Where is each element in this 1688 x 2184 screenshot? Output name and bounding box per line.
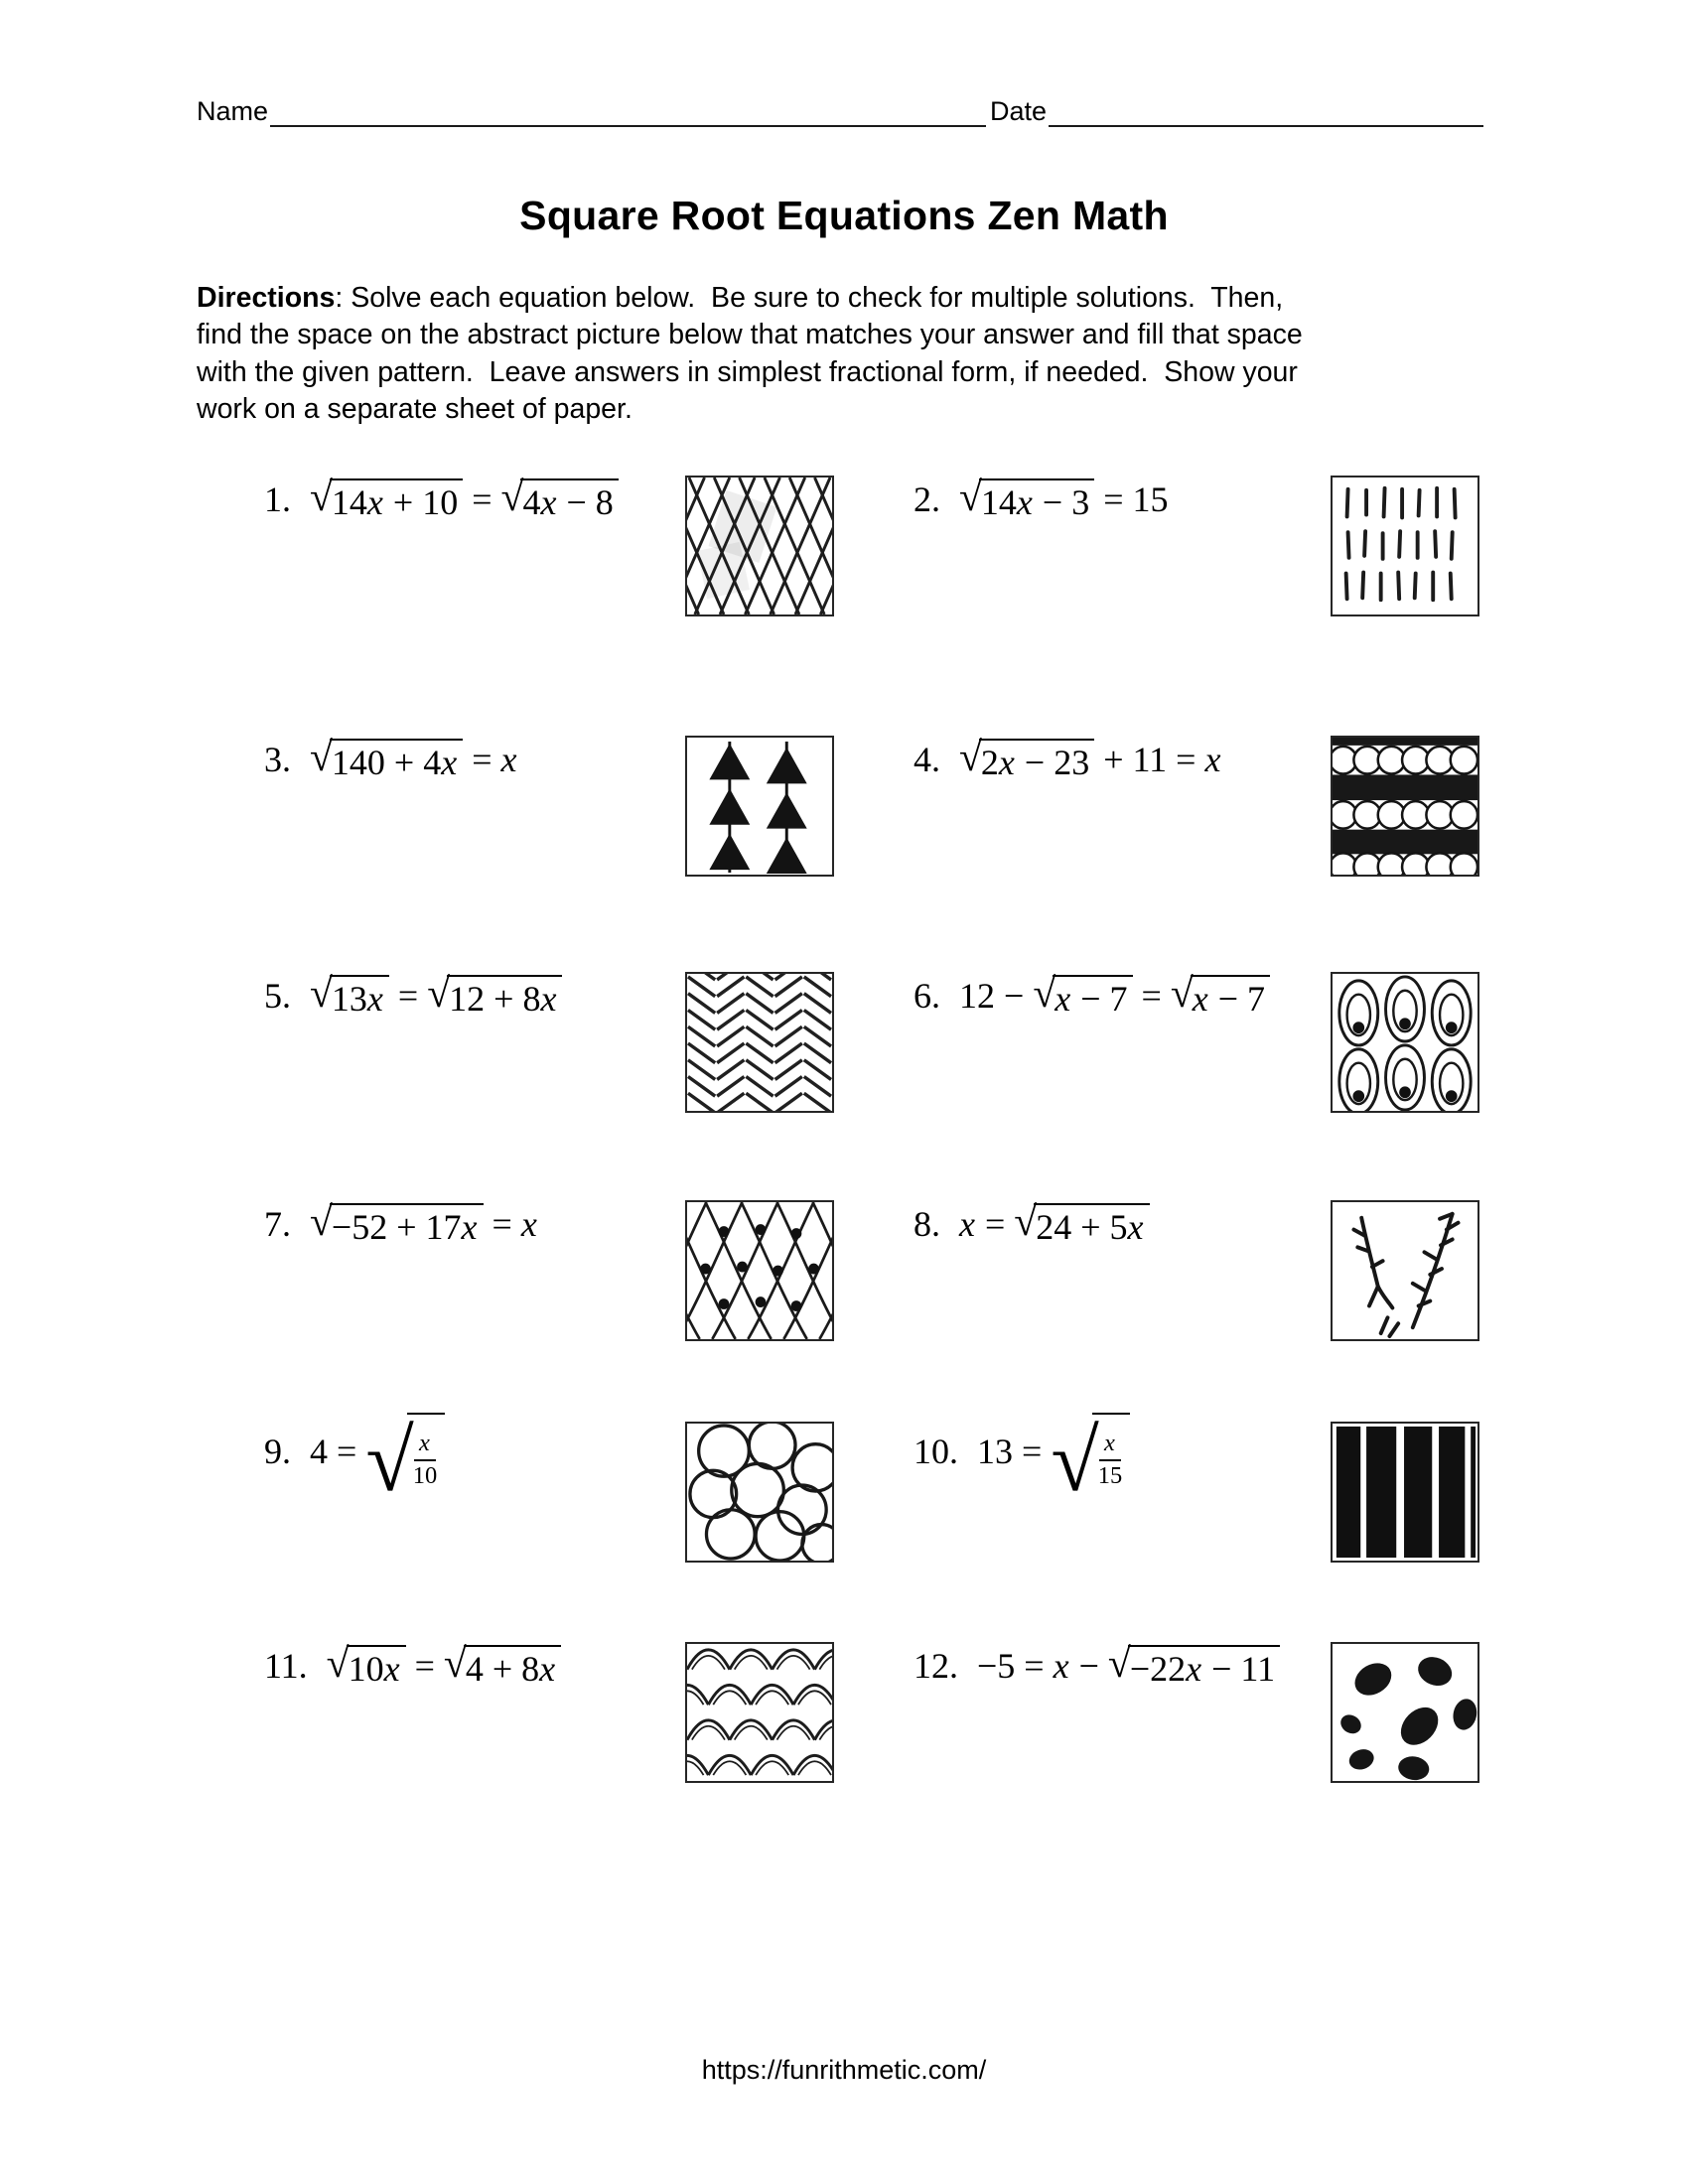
problem-row-4 (199, 1189, 1489, 1411)
problem-6-pattern-box (1331, 972, 1479, 1113)
directions-line-3: with the given pattern. Leave answers in simplest fractional form, if needed. Show your (197, 355, 1298, 388)
directions-line-2: find the space on the abstract picture below that matches your answer and fill that space (197, 319, 1303, 351)
problem-number: 5. (264, 976, 291, 1017)
problem-row-5 (199, 1411, 1489, 1631)
problem-12-pattern-box (1331, 1642, 1479, 1783)
header-row (197, 95, 1483, 127)
name-label: Name (197, 96, 269, 127)
problem-6-equation: 6. 12 − √ x − 7 = √ x − 7 (914, 975, 1331, 1019)
pattern-overlapping-circles-icon (687, 1424, 832, 1561)
problem-7-equation: 7. √ −52 + 17x = x (264, 1199, 537, 1247)
problem-9-equation: 9. 4 = √ $\frac{x}{10}$ (264, 1413, 685, 1491)
square-root: √ −52 + 17x (310, 1203, 484, 1247)
page-title: Square Root Equations Zen Math (519, 193, 1169, 238)
problem-row-2 (199, 725, 1489, 961)
name-blank-line (270, 95, 986, 127)
date-label: Date (989, 96, 1047, 127)
pattern-triangle-trees-icon (687, 738, 832, 875)
problem-2-equation: 2. √ 14x − 3 = 15 (914, 475, 1169, 522)
pattern-circle-bead-bands-icon (1333, 738, 1477, 875)
problem-5-pattern-box (685, 972, 834, 1113)
pattern-vertical-dashes-icon (1333, 478, 1477, 614)
directions (197, 280, 1527, 428)
footer-url: https://funrithmetic.com/ (701, 2055, 987, 2085)
square-root: √ 13x (310, 975, 389, 1019)
pattern-peacock-eyes-icon (1333, 974, 1477, 1111)
problem-number: 7. (264, 1204, 291, 1245)
problem-number: 9. (264, 1431, 291, 1471)
problem-number: 1. (264, 479, 291, 520)
square-root: √ 24 + 5x (1014, 1203, 1149, 1247)
problem-3-pattern-box (685, 736, 834, 877)
date-blank-line (1049, 95, 1483, 127)
problem-9-pattern-box (685, 1422, 834, 1563)
square-root: √ −22x − 11 (1108, 1645, 1280, 1689)
problems-list (199, 465, 1489, 1835)
problem-8-pattern-box (1331, 1200, 1479, 1341)
directions-line-1: Directions: Solve each equation below. Be sure to check for multiple solutions. Then, (197, 282, 1284, 314)
problem-number: 8. (914, 1204, 940, 1245)
square-root: √ 14x − 3 (959, 478, 1094, 522)
square-root-fraction: √ $\frac{x}{10}$ (365, 1413, 445, 1491)
square-root: √ 4x − 8 (501, 478, 619, 522)
problem-number: 2. (914, 479, 940, 520)
problem-10-equation: 10. 13 = √ $\frac{x}{15}$ (914, 1413, 1331, 1491)
problem-number: 10. (914, 1431, 958, 1471)
problem-row-3 (199, 961, 1489, 1189)
directions-label: Directions (197, 282, 336, 314)
pattern-crosshatch-diamonds-icon (687, 478, 832, 614)
square-root: √ 10x (327, 1645, 406, 1689)
problem-2-pattern-box (1331, 476, 1479, 616)
problem-row-1 (199, 465, 1489, 725)
problem-5-equation: 5. √ 13x = √ 12 + 8x (264, 975, 685, 1019)
square-root: √ 14x + 10 (310, 478, 463, 522)
problem-11-pattern-box (685, 1642, 834, 1783)
problem-4-equation: 4. √ 2x − 23 + 11 = x (914, 735, 1221, 782)
pattern-herringbone-icon (687, 974, 832, 1111)
problem-1-equation: 1. √ 14x + 10 = √ 4x − 8 (264, 478, 685, 522)
pattern-thorny-branches-icon (1333, 1202, 1477, 1339)
square-root-fraction: √ $\frac{x}{15}$ (1051, 1413, 1130, 1491)
problem-row-6 (199, 1631, 1489, 1835)
directions-line-4: work on a separate sheet of paper. (197, 392, 633, 425)
square-root: √ 12 + 8x (427, 975, 562, 1019)
problem-number: 11. (264, 1646, 308, 1687)
problem-number: 6. (914, 976, 940, 1017)
square-root: √ 2x − 23 (959, 739, 1094, 782)
problem-number: 3. (264, 740, 291, 780)
problem-1-pattern-box (685, 476, 834, 616)
pattern-black-stripes-icon (1333, 1424, 1477, 1561)
problem-3-equation: 3. √ 140 + 4x = x (264, 735, 517, 782)
problem-11-equation: 11. √ 10x = √ 4 + 8x (264, 1645, 685, 1689)
problem-7-pattern-box (685, 1200, 834, 1341)
square-root: √ x − 7 (1171, 975, 1270, 1019)
pattern-wave-scallops-icon (687, 1644, 832, 1781)
problem-4-pattern-box (1331, 736, 1479, 877)
square-root: √ 140 + 4x (310, 739, 463, 782)
problem-8-equation: 8. x = √ 24 + 5x (914, 1203, 1331, 1247)
problem-number: 4. (914, 740, 940, 780)
problem-10-pattern-box (1331, 1422, 1479, 1563)
problem-12-equation: 12. −5 = x − √ −22x − 11 (914, 1645, 1331, 1689)
square-root: √ 4 + 8x (444, 1645, 561, 1689)
pattern-knotted-net-icon (687, 1202, 832, 1339)
square-root: √ x − 7 (1033, 975, 1132, 1019)
pattern-ink-blobs-icon (1333, 1644, 1477, 1781)
problem-number: 12. (914, 1646, 958, 1687)
